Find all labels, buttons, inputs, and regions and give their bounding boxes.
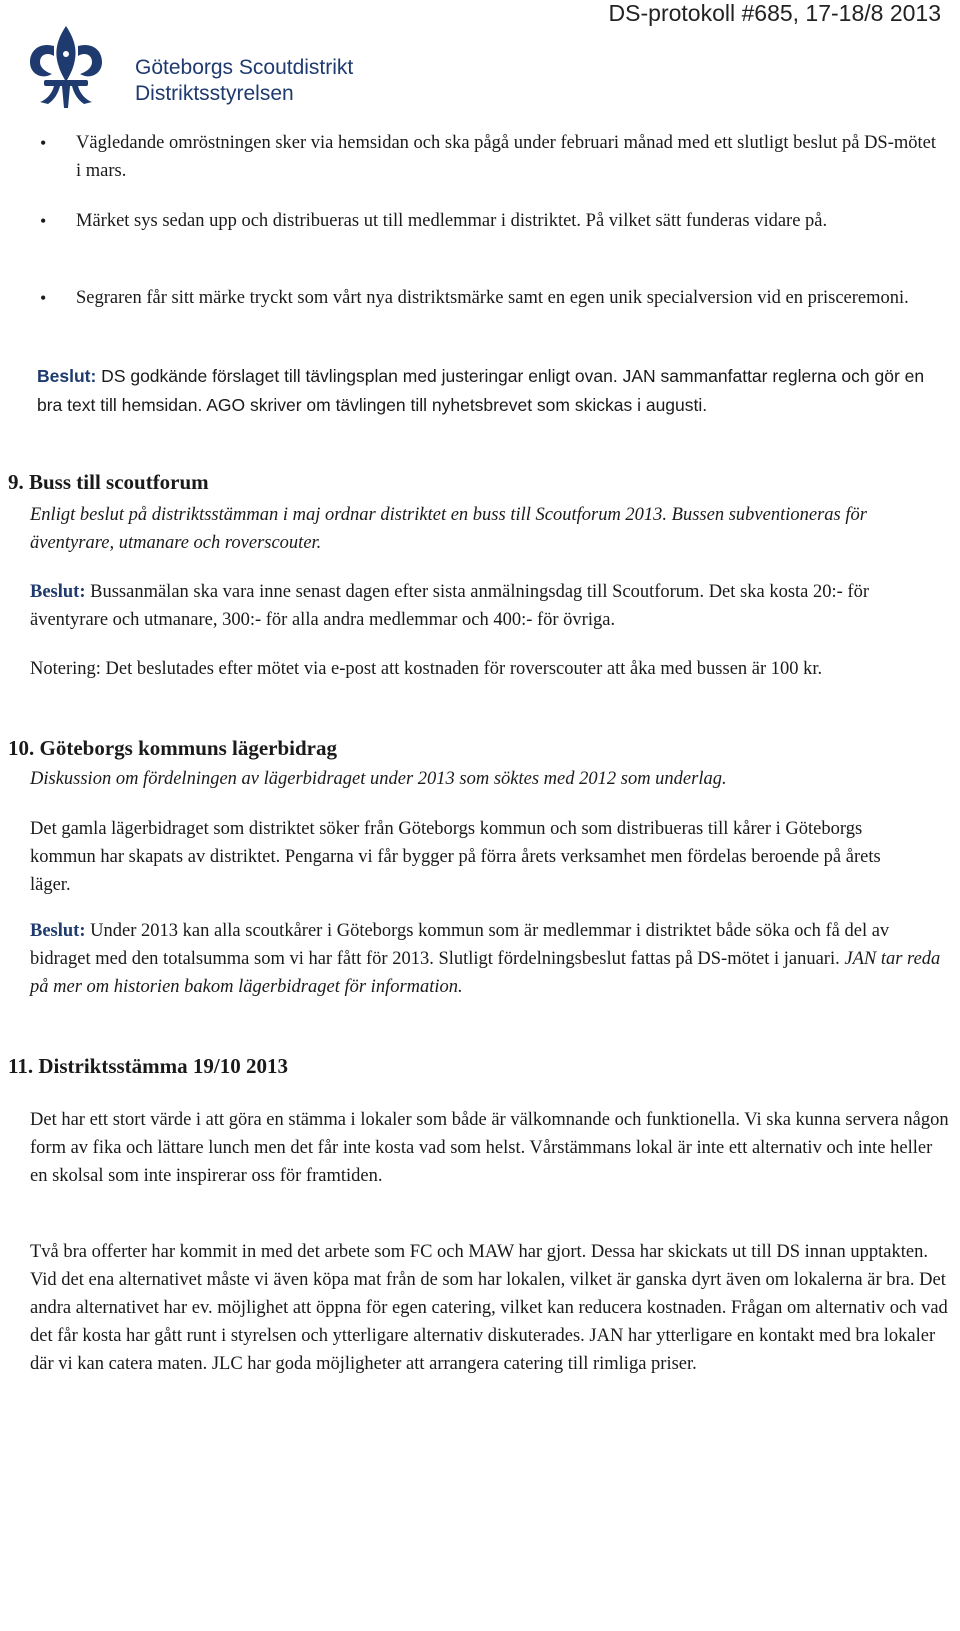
decision-paragraph [30,917,950,1001]
org-name: Göteborgs Scoutdistrikt [135,56,354,79]
decision-text: Under 2013 kan alla scoutkårer i Göteborgs kommun som är medlemmar i distriktet både söka och få del av bidraget med den totalsumma som vi har fått för 2013. Slutligt fördelningsbeslut fattas på DS-mötet i januari. [30,921,890,969]
bullet-text: Märket sys sedan upp och distribueras ut till medlemmar i distriktet. På vilket sätt funderas vidare på. [76,211,828,231]
bullet-icon: • [40,288,47,308]
decision-paragraph [30,578,950,634]
decision-paragraph [37,362,937,420]
section-11-paragraph-2: Två bra offerter har kommit in med det arbete som FC och MAW har gjort. Dessa har skickats ut till DS innan upptakten. Vid det ena alternativet måste vi även köpa mat från de som har lokalen, vilket är ganska dyrt även om lokalerna är bra. Det andra alternativet har ev. möjlighet att öppna för egen catering, vilket kan reducera kostnaden. Frågan om alternativ och vad det får kosta har gått runt i styrelsen och ytterligare alternativ diskuterades. JAN har ytterligare en kontakt med bra lokaler där vi kan catera maten. JLC har goda möjligheter att arrangera catering till rimliga priser. [30,1242,948,1374]
decision-text: DS godkände förslaget till tävlingsplan med justeringar enligt ovan. JAN sammanfattar reglerna och gör en bra text till hemsidan. AGO skriver om tävlingen till nyhetsbrevet som skickas i augusti. [37,366,925,415]
org-subtitle: Distriktsstyrelsen [135,82,294,105]
section-heading-9: 9. Buss till scoutforum [8,470,209,494]
page-header [0,0,960,110]
bullet-icon: • [40,133,47,153]
bullet-text: Segraren får sitt märke tryckt som vårt nya distriktsmärke samt en egen unik specialversion vid en prisceremoni. [76,288,909,308]
section-heading-11: 11. Distriktsstämma 19/10 2013 [8,1054,288,1078]
decision-label: Beslut: [37,366,97,386]
section-9-intro: Enligt beslut på distriktsstämman i maj ordnar distriktet en buss till Scoutforum 2013. Bussen subventioneras för äventyrare, utmanare och roverscouter. [30,505,867,553]
document-id: DS-protokoll #685, 17-18/8 2013 [608,0,941,26]
section-10-intro: Diskussion om fördelningen av lägerbidraget under 2013 som söktes med 2012 som underlag. [30,769,727,789]
section-10-body: Det gamla lägerbidraget som distriktet söker från Göteborgs kommun och som distribueras till kårer i Göteborgs kommun har skapats av distriktet. Pengarna vi får bygger på förra årets verksamhet men fördelas beroende på årets läger. [30,819,881,895]
bullet-text: Vägledande omröstningen sker via hemsidan och ska pågå under februari månad med ett slutligt beslut på DS-mötet i mars. [76,133,937,181]
decision-text: Bussanmälan ska vara inne senast dagen efter sista anmälningsdag till Scoutforum. Det ska kosta 20:- för äventyrare och utmanare, 300:- för alla andra medlemmar och 400:- för övriga. [30,582,869,630]
scout-lily-logo-icon [24,24,108,110]
decision-label: Beslut: [30,582,86,602]
section-11-paragraph-1: Det har ett stort värde i att göra en stämma i lokaler som både är välkomnande och funktionella. Vi ska kunna servera någon form av fika och lättare lunch men det får inte kosta vad som helst. Vårstämmans lokal är inte ett alternativ och inte heller en skolsal som inte inspirerar oss för framtiden. [30,1110,949,1186]
decision-action: JAN tar reda på mer om historien bakom lägerbidraget för information. [30,949,941,997]
section-heading-10: 10. Göteborgs kommuns lägerbidrag [8,736,338,760]
note-paragraph: Notering: Det beslutades efter mötet via e-post att kostnaden för roverscouter att åka med bussen är 100 kr. [30,659,823,679]
bullet-icon: • [40,211,47,231]
decision-label: Beslut: [30,921,86,941]
